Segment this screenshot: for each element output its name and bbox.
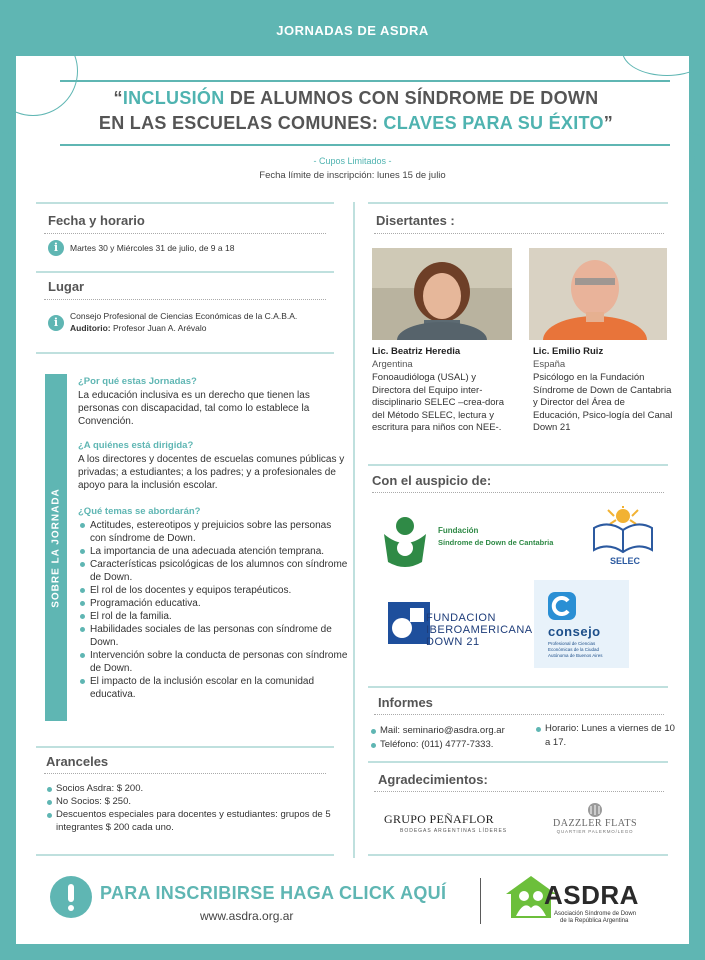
title-highlight-2: CLAVES PARA SU ÉXITO	[383, 113, 604, 133]
list-item: El rol de los docentes y equipos terapéuticos.	[78, 584, 348, 597]
section-rule	[36, 854, 334, 856]
speaker-name: Lic. Emilio Ruiz	[533, 346, 604, 357]
quote-open: “	[113, 88, 123, 108]
list-item: Características psicológicas de los alumnos con síndrome de Down.	[78, 558, 348, 584]
question-why: ¿Por qué estas Jornadas?	[78, 376, 197, 387]
dazzler-flats-logo	[550, 802, 640, 842]
decor-circle	[622, 56, 689, 76]
website-link[interactable]: www.asdra.org.ar	[200, 909, 294, 923]
title-highlight-1: INCLUSIÓN	[122, 88, 225, 108]
penaflor-tagline: BODEGAS ARGENTINAS LÍDERES	[400, 828, 508, 834]
speaker-photo-heredia	[372, 248, 512, 340]
informes-mail: Mail: seminario@asdra.org.ar	[370, 724, 540, 738]
lugar-heading: Lugar	[48, 279, 85, 294]
info-icon: i	[48, 240, 64, 256]
topics-list	[78, 519, 348, 701]
answer-who: A los directores y docentes de escuelas comunes públicas y privadas; a estudiantes; a los padres; y a profesionales de apoyo para la inclusión escolar.	[78, 454, 345, 491]
lugar-auditorio	[70, 322, 207, 335]
dotted-rule	[374, 714, 664, 715]
list-item: La importancia de una adecuada atención temprana.	[78, 545, 348, 558]
consejo-sub3: Autónoma de Buenos Aires	[548, 653, 603, 658]
auditorio-value: Profesor Juan A. Arévalo	[110, 323, 207, 333]
consejo-sub1: Profesional de Ciencias	[548, 641, 596, 646]
informes-heading: Informes	[378, 695, 433, 710]
section-rule	[368, 686, 668, 688]
speaker-description: Psicólogo en la Fundación Síndrome de Down de Cantabria y Director del Área de Educación, Psico-logía del Canal Down 21	[533, 372, 673, 433]
iberoamericana-line2: IBEROAMERICANA	[426, 624, 533, 636]
iberoamericana-line1: FUNDACION	[426, 612, 496, 624]
disertantes-heading: Disertantes :	[376, 213, 455, 228]
fecha-text: Martes 30 y Miércoles 31 de julio, de 9 a 18	[70, 243, 235, 253]
fecha-heading: Fecha y horario	[48, 213, 145, 228]
register-link[interactable]: PARA INSCRIBIRSE HAGA CLICK AQUÍ	[100, 883, 447, 903]
info-icon: i	[48, 315, 64, 331]
section-rule	[36, 746, 334, 748]
iberoamericana-line3: DOWN 21	[426, 636, 480, 648]
dazzler-name: DAZZLER FLATS	[553, 818, 637, 829]
list-item: El rol de la familia.	[78, 610, 348, 623]
top-banner	[0, 0, 705, 60]
speaker-country: Argentina	[372, 359, 413, 370]
informes-hours	[535, 722, 675, 750]
title-part-1: DE ALUMNOS CON SÍNDROME DE DOWN	[224, 88, 599, 108]
dotted-rule	[44, 773, 326, 774]
auspicio-heading: Con el auspicio de:	[372, 473, 492, 488]
consejo-sub2: Económicas de la Ciudad	[548, 647, 600, 652]
quote-close: ”	[603, 113, 614, 133]
title-rule-bottom	[60, 144, 670, 146]
band-label: SOBRE LA JORNADA	[50, 487, 62, 608]
consejo-name: consejo	[548, 624, 601, 639]
fundacion-cantabria-line1: Fundación	[438, 526, 479, 535]
section-rule	[368, 854, 668, 856]
asdra-logo	[504, 874, 684, 932]
list-item: El impacto de la inclusión escolar en la comunidad educativa.	[78, 675, 348, 701]
asdra-name: ASDRA	[544, 880, 639, 910]
question-topics: ¿Qué temas se abordarán?	[78, 506, 201, 517]
speaker-country: España	[533, 359, 566, 370]
auditorio-label: Auditorio:	[70, 323, 111, 333]
penaflor-name: GRUPO PEÑAFLOR	[384, 812, 494, 826]
flyer-sheet	[16, 56, 689, 944]
dotted-rule	[374, 233, 664, 234]
list-item: Descuentos especiales para docentes y estudiantes: grupos de 5 integrantes $ 200 cada uno.	[46, 808, 336, 834]
list-item: No Socios: $ 250.	[46, 795, 336, 808]
dazzler-tagline: QUARTIER PALERMO/LEGO	[556, 829, 634, 834]
dotted-rule	[44, 233, 326, 234]
footer-divider	[480, 878, 481, 924]
event-title	[56, 86, 656, 136]
list-item: Intervención sobre la conducta de personas con síndrome de Down.	[78, 649, 348, 675]
question-who: ¿A quiénes está dirigida?	[78, 440, 194, 451]
consejo-logo	[534, 580, 629, 668]
section-rule	[36, 352, 334, 354]
section-rule	[36, 271, 334, 273]
speaker-description: Fonoaudióloga (USAL) y Directora del Equipo inter-disciplinario SELEC –crea-dora del Método SELEC, lectura y escritura para niños con NEE-.	[372, 372, 505, 433]
grupo-penaflor-logo	[384, 812, 514, 836]
title-rule-top	[60, 80, 670, 82]
list-item: Actitudes, estereotipos y prejuicios sobre las personas con síndrome de Down.	[78, 519, 348, 545]
cupos-limitados: - Cupos Limitados -	[313, 156, 392, 166]
speaker-name: Lic. Beatriz Heredia	[372, 346, 461, 357]
registration-deadline: Fecha límite de inscripción: lunes 15 de julio	[259, 170, 446, 181]
selec-label: SELEC	[610, 556, 641, 566]
title-part-2: EN LAS ESCUELAS COMUNES:	[98, 113, 384, 133]
agradecimientos-heading: Agradecimientos:	[378, 772, 488, 787]
informes-phone: Teléfono: (011) 4777-7333.	[370, 738, 540, 752]
answer-why: La educación inclusiva es un derecho que tienen las personas con discapacidad, tal como lo establece la Convención.	[78, 390, 310, 427]
top-banner-title: JORNADAS DE ASDRA	[276, 23, 429, 38]
column-divider	[353, 202, 355, 858]
aranceles-heading: Aranceles	[46, 754, 109, 769]
section-rule	[368, 761, 668, 763]
fundacion-cantabria-logo	[380, 512, 570, 572]
section-rule	[368, 464, 668, 466]
fundacion-cantabria-line2: Síndrome de Down de Cantabria	[438, 538, 554, 547]
dotted-rule	[372, 492, 664, 493]
speaker-photo-ruiz	[529, 248, 667, 340]
list-item: Habilidades sociales de las personas con síndrome de Down.	[78, 623, 348, 649]
dotted-rule	[374, 791, 664, 792]
informes-contact	[370, 724, 540, 752]
sobre-la-jornada-band	[45, 374, 67, 721]
informes-hours-text: Horario: Lunes a viernes de 10 a 17.	[535, 722, 675, 750]
alert-icon[interactable]	[50, 876, 92, 918]
selec-logo	[588, 506, 658, 570]
section-rule	[368, 202, 668, 204]
dotted-rule	[44, 299, 326, 300]
section-rule	[36, 202, 334, 204]
asdra-sub2: de la República Argentina	[560, 918, 629, 924]
list-item: Socios Asdra: $ 200.	[46, 782, 336, 795]
aranceles-list	[46, 782, 336, 834]
fundacion-iberoamericana-logo	[388, 598, 533, 658]
asdra-sub1: Asociación Síndrome de Down	[554, 911, 637, 917]
lugar-address: Consejo Profesional de Ciencias Económicas de la C.A.B.A.	[70, 311, 298, 321]
list-item: Programación educativa.	[78, 597, 348, 610]
